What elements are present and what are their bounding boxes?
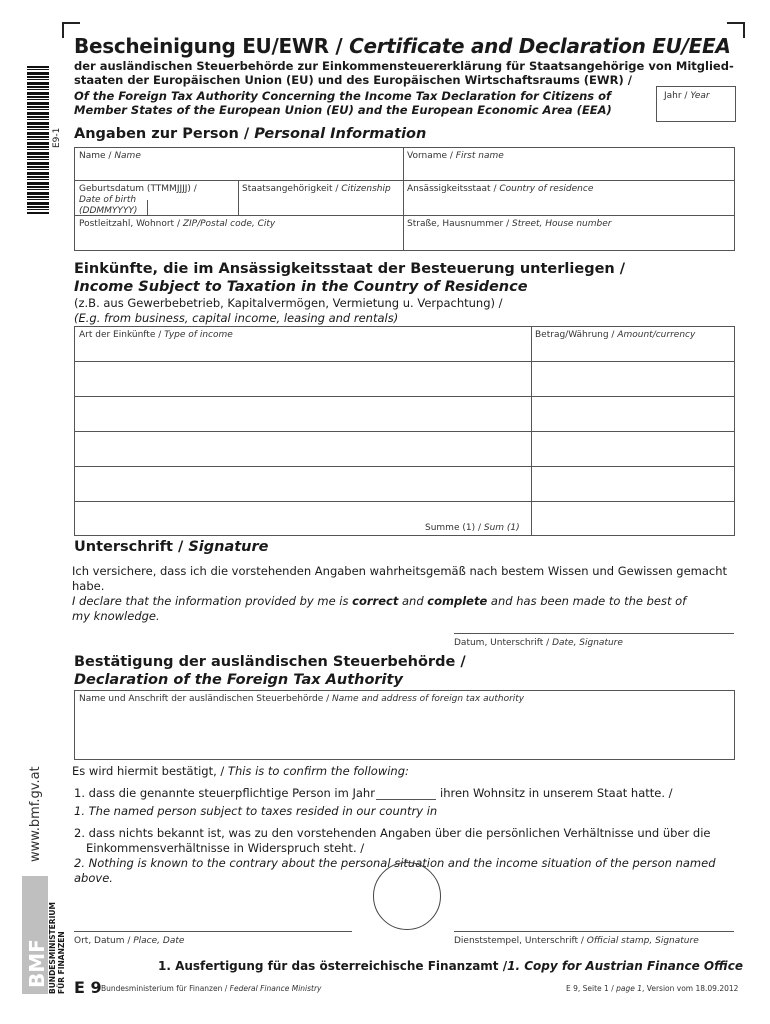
authority-name-label: Name und Anschrift der ausländischen Steuerbehörde / Name and address of foreign tax authority [79,694,525,704]
item1-de-b: ihren Wohnsitz in unserem Staat hatte. / [440,786,673,800]
declaration-en: I declare that the information provided by me is correct and complete and has been made to the best of [72,594,687,608]
subtitle-de [74,59,734,87]
dob-label: Geburtsdatum (TTMMJJJJ) / Date of birth (DDMMYYYY) [79,184,197,216]
subtitle-en-line1: Of the Foreign Tax Authority Concerning the Income Tax Declaration for Citizens of [74,89,612,103]
place-date-line[interactable] [74,931,352,932]
form-code-side: E9-1 [52,127,62,148]
citizenship-label: Staatsangehörigkeit / Citizenship [242,184,391,194]
income-amount-header: Betrag/Währung / Amount/currency [535,330,696,340]
item1-en: 1. The named person subject to taxes resided in our country in [74,804,438,818]
form-code: E 9 [74,978,102,997]
title-de: Bescheinigung EU/EWR / [74,34,350,58]
page-info: E 9, Seite 1 / page 1, Version vom 18.09.2012 [566,984,739,993]
subtitle-en-line2: Member States of the European Union (EU) and the European Economic Area (EEA) [74,103,612,117]
year-input-line[interactable] [376,799,436,800]
authority-name-field[interactable] [74,690,735,760]
year-label: Jahr / Year [664,91,710,101]
item2: 2. dass nichts bekannt ist, was zu den vorstehenden Angaben über die persönlichen Verhältnisse und über die Einkommensverhältnisse in Widerspruch steht. / 2. Nothing is known to the contrary about the personal situation and the income situation of the person named above. [74,826,716,885]
ministry-logo-line2: FÜR FINANZEN [57,931,66,994]
title-en: Certificate and Declaration EU/EEA [349,34,731,58]
place-date-label: Ort, Datum / Place, Date [74,936,185,946]
name-label: Name / Name [79,151,141,161]
declaration-de: Ich versichere, dass ich die vorstehenden Angaben wahrheitsgemäß nach bestem Wissen und Gewissen gemacht habe. [72,564,728,593]
signature-heading: Unterschrift / Signature [74,539,269,555]
copy-note: 1. Ausfertigung für das österreichische Finanzamt /1. Copy for Austrian Finance Office [158,959,743,973]
dob-divider [147,200,148,215]
subtitle-de-line1: der ausländischen Steuerbehörde zur Einkommensteuererklärung für Staatsangehörige von Mitglied- [74,59,734,73]
ministry-logo-line1: BUNDESMINISTERIUM [48,902,57,994]
personal-heading: Angaben zur Person / Personal Information [74,126,427,142]
income-sum-label: Summe (1) / Sum (1) [425,523,520,533]
residence-label: Ansässigkeitsstaat / Country of residence [407,184,594,194]
subtitle-en [74,89,664,117]
firstname-label: Vorname / First name [407,151,504,161]
firstname-field[interactable] [403,147,735,181]
stamp-signature-line[interactable] [454,931,734,932]
bmf-logo-text: BMF [25,939,49,988]
name-field[interactable] [74,147,404,181]
authority-heading: Bestätigung der ausländischen Steuerbehörde / Declaration of the Foreign Tax Authority [74,654,466,688]
official-stamp-circle [373,862,441,930]
date-signature-line[interactable] [454,633,734,634]
page-title [74,34,731,58]
citizenship-field[interactable] [238,180,404,216]
zip-city-field[interactable] [74,215,404,251]
subtitle-de-line2: staaten der Europäischen Union (EU) und des Europäischen Wirtschaftsraums (EWR) / [74,73,632,87]
zip-city-label: Postleitzahl, Wohnort / ZIP/Postal code, City [79,219,276,229]
date-signature-label: Datum, Unterschrift / Date, Signature [454,638,623,648]
income-table [74,326,735,536]
bmf-logo [22,876,48,994]
item1-de-a: 1. dass die genannte steuerpflichtige Person im Jahr [74,786,375,800]
street-label: Straße, Hausnummer / Street, House number [407,219,612,229]
street-field[interactable] [403,215,735,251]
year-field[interactable] [656,86,736,122]
ministry-footer: Bundesministerium für Finanzen / Federal Finance Ministry [101,984,322,993]
declaration-text: Ich versichere, dass ich die vorstehenden Angaben wahrheitsgemäß nach bestem Wissen und Gewissen gemacht habe. I declare that the information provided by me is correct and complete and has been made to the best of my knowledge. [72,564,737,624]
residence-field[interactable] [403,180,735,216]
dob-field[interactable] [74,180,239,216]
income-heading: Einkünfte, die im Ansässigkeitsstaat der Besteuerung unterliegen / Income Subject to Taxation in the Country of Residence [74,261,626,295]
income-type-header: Art der Einkünfte / Type of income [79,330,233,340]
income-note: (z.B. aus Gewerbebetrieb, Kapitalvermögen, Vermietung u. Verpachtung) / (E.g. from business, capital income, leasing and rentals) [74,296,503,325]
website-link: www.bmf.gv.at [28,766,43,862]
stamp-signature-label: Dienststempel, Unterschrift / Official stamp, Signature [454,936,699,946]
barcode [27,66,49,214]
confirm-text: Es wird hiermit bestätigt, / This is to confirm the following: [72,764,409,778]
